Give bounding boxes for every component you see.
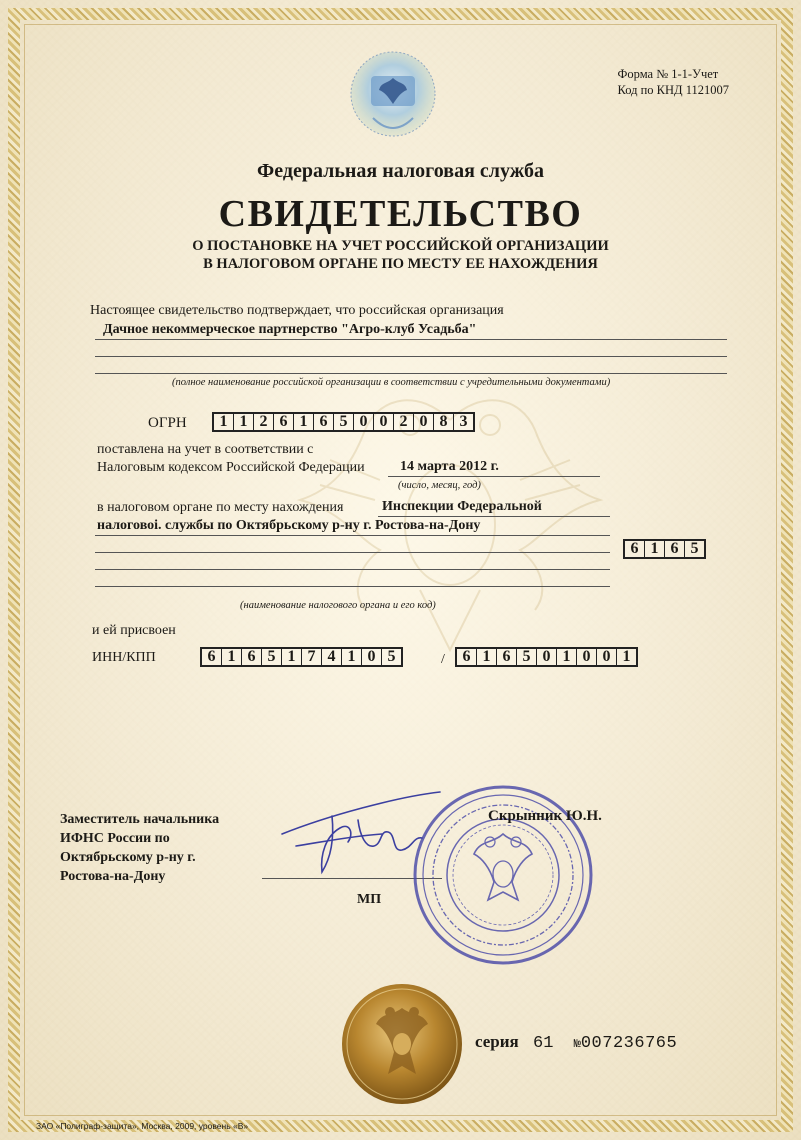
digit-cell: 1: [294, 414, 314, 430]
assigned-label: и ей присвоен: [92, 623, 176, 638]
org-underline-3: [95, 373, 727, 374]
registration-date: 14 марта 2012 г.: [400, 459, 499, 474]
digit-cell: 1: [342, 649, 362, 665]
position-line-1: Заместитель начальника: [60, 812, 220, 827]
authority-code-cells: [623, 539, 706, 559]
registration-line-1: поставлена на учет в соответствии с: [97, 442, 314, 457]
subtitle-line-1: О ПОСТАНОВКЕ НА УЧЕТ РОССИЙСКОЙ ОРГАНИЗАЦИИ: [192, 238, 609, 254]
date-note: (число, месяц, год): [398, 480, 481, 491]
digit-cell: 5: [334, 414, 354, 430]
digit-cell: 6: [625, 541, 645, 557]
gold-seal: [340, 982, 464, 1106]
digit-cell: 6: [274, 414, 294, 430]
form-number: Форма № 1-1-Учет: [617, 67, 719, 81]
digit-cell: 0: [537, 649, 557, 665]
form-code: [618, 66, 729, 98]
authority-underline-3: [95, 552, 610, 553]
authority-underline-2: [95, 535, 610, 536]
inn-kpp-separator: /: [441, 652, 445, 667]
digit-cell: 4: [322, 649, 342, 665]
digit-cell: 1: [222, 649, 242, 665]
digit-cell: 1: [557, 649, 577, 665]
position-line-4: Ростова-на-Дону: [60, 869, 166, 884]
digit-cell: 5: [387, 648, 396, 665]
signatory-name: Скрынник Ю.Н.: [488, 808, 602, 824]
digit-cell: 0: [577, 649, 597, 665]
digit-cell: 0: [374, 414, 394, 430]
digit-cell: 6: [314, 414, 334, 430]
authority-underline-5: [95, 586, 610, 587]
digit-cell: 0: [362, 649, 382, 665]
digit-cell: 1: [645, 541, 665, 557]
digit-cell: 5: [517, 649, 537, 665]
inn-cells: [200, 647, 403, 667]
position-line-3: Октябрьскому р-ну г.: [60, 850, 196, 865]
printer-imprint: ЗАО «Полиграф-защита», Москва, 2009, уровень «В»: [36, 1121, 249, 1131]
serial-number: 007236765: [580, 1034, 678, 1053]
serial-block: [475, 1032, 677, 1053]
kpp-cells: [455, 647, 638, 667]
digit-cell: 6: [497, 649, 517, 665]
series-value: 61: [533, 1034, 554, 1053]
document-subtitle: [0, 237, 801, 273]
digit-cell: 1: [282, 649, 302, 665]
digit-cell: 6: [242, 649, 262, 665]
inn-kpp-label: ИНН/КПП: [92, 650, 156, 665]
digit-cell: 7: [302, 649, 322, 665]
handwritten-signature: [262, 776, 452, 886]
authority-underline-4: [95, 569, 610, 570]
organization-name: Дачное некоммерческое партнерство "Агро-клуб Усадьба": [103, 322, 477, 337]
ogrn-cells: [212, 412, 475, 432]
hologram-emblem: [343, 48, 443, 148]
agency-name: Федеральная налоговая служба: [257, 160, 544, 182]
digit-cell: 6: [665, 541, 685, 557]
authority-line-2: налоговоі. службы по Октябрьскому р-ну г. Ростова-на-Дону: [97, 518, 481, 533]
digit-cell: 5: [262, 649, 282, 665]
subtitle-line-2: В НАЛОГОВОМ ОРГАНЕ ПО МЕСТУ ЕЕ НАХОЖДЕНИЯ: [203, 256, 598, 272]
org-underline-2: [95, 356, 727, 357]
certificate-intro: Настоящее свидетельство подтверждает, что российская организация: [90, 303, 504, 318]
document-title: СВИДЕТЕЛЬСТВО: [218, 193, 583, 235]
signatory-position: [60, 810, 219, 886]
knd-code: Код по КНД 1121007: [617, 83, 729, 97]
org-name-note: (полное наименование российской организации в соответствии с учредительными документами): [172, 377, 611, 388]
digit-cell: 8: [434, 414, 454, 430]
org-underline-1: [95, 339, 727, 340]
date-underline: [388, 476, 600, 477]
ogrn-label: ОГРН: [148, 415, 187, 431]
digit-cell: 0: [414, 414, 434, 430]
digit-cell: 1: [214, 414, 234, 430]
position-line-2: ИФНС России по: [60, 831, 170, 846]
digit-cell: 5: [690, 540, 699, 557]
authority-intro: в налоговом органе по месту нахождения: [97, 500, 344, 515]
digit-cell: 1: [622, 648, 631, 665]
digit-cell: 0: [597, 649, 617, 665]
number-sign: №: [573, 1037, 581, 1051]
authority-line-1: Инспекции Федеральной: [382, 499, 542, 514]
digit-cell: 3: [459, 413, 468, 430]
authority-underline-1: [378, 516, 610, 517]
digit-cell: 1: [234, 414, 254, 430]
authority-note: (наименование налогового органа и его код): [240, 600, 436, 611]
digit-cell: 6: [457, 649, 477, 665]
digit-cell: 0: [354, 414, 374, 430]
digit-cell: 1: [477, 649, 497, 665]
digit-cell: 6: [202, 649, 222, 665]
mp-label: МП: [357, 892, 382, 907]
digit-cell: 2: [394, 414, 414, 430]
registration-line-2: Налоговым кодексом Российской Федерации: [97, 460, 365, 475]
digit-cell: 2: [254, 414, 274, 430]
series-label: серия: [475, 1032, 519, 1051]
